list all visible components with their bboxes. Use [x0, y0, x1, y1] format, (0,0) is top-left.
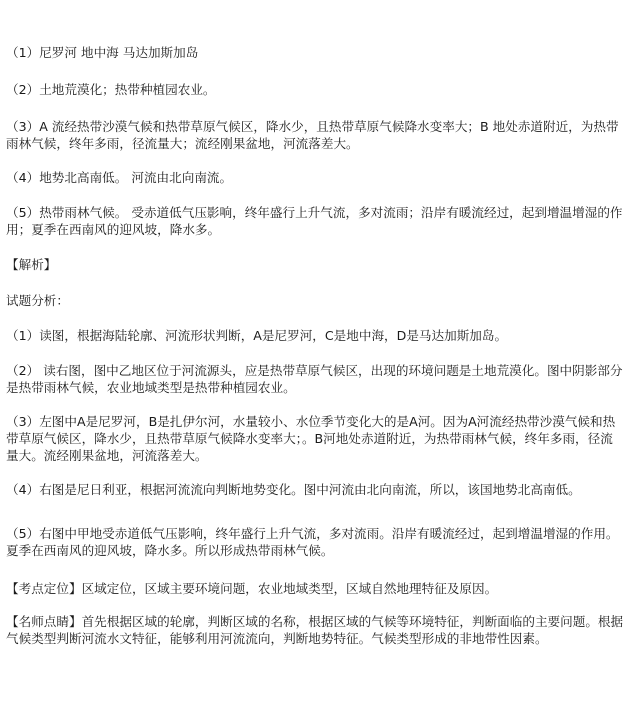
analysis-heading: 【解析】 [6, 257, 57, 272]
analysis-item-5: （5）右图中甲地受赤道低气压影响，终年盛行上升气流，多对流雨。沿岸有暖流经过，起到增温增湿的作用。夏季在西南风的迎风坡，降水多。所以形成热带雨林气候。 [6, 526, 619, 558]
analysis-item-2: （2） 读右图，图中乙地区位于河流源头，应是热带草原气候区，出现的环境问题是土地荒漠化。图中阴影部分是热带雨林气候，农业地域类型是热带种植园农业。 [6, 363, 623, 395]
analysis-item-4: （4）右图是尼日利亚，根据河流流向判断地势变化。图中河流由北向南流，所以，该国地势北高南低。 [6, 482, 581, 497]
answer-4: （4）地势北高南低。 河流由北向南流。 [6, 170, 233, 185]
answer-5: （5）热带雨林气候。 受赤道低气压影响，终年盛行上升气流，多对流雨；沿岸有暖流经过，起到增温增湿的作用；夏季在西南风的迎风坡，降水多。 [6, 205, 623, 237]
answer-2: （2）土地荒漠化；热带种植园农业。 [6, 82, 216, 97]
analysis-intro: 试题分析： [6, 293, 69, 308]
analysis-item-1: （1）读图，根据海陆轮廓、河流形状判断，A是尼罗河，C是地中海，D是马达加斯加岛。 [6, 328, 508, 343]
answer-1: （1）尼罗河 地中海 马达加斯加岛 [6, 45, 199, 60]
mingshi-dianjing: 【名师点睛】首先根据区域的轮廓，判断区域的名称，根据区域的气候等环境特征，判断面临的主要问题。根据气候类型判断河流水文特征，能够利用河流流向，判断地势特征。气候类型形成的非地带性因素。 [6, 614, 624, 646]
analysis-item-3: （3）左图中A是尼罗河，B是扎伊尔河，水量较小、水位季节变化大的是A河。因为A河流经热带沙漠气候和热带草原气候区，降水少，且热带草原气候降水变率大；。B河地处赤道附近，为热带雨林气候，终年多雨，径流量大。流经刚果盆地，河流落差大。 [6, 414, 616, 463]
answer-3: （3）A 流经热带沙漠气候和热带草原气候区，降水少，且热带草原气候降水变率大；B 地处赤道附近，为热带雨林气候，终年多雨，径流量大；流经刚果盆地，河流落差大。 [6, 119, 619, 151]
kaodian-dingwei: 【考点定位】区域定位，区域主要环境问题，农业地域类型，区域自然地理特征及原因。 [6, 581, 498, 596]
